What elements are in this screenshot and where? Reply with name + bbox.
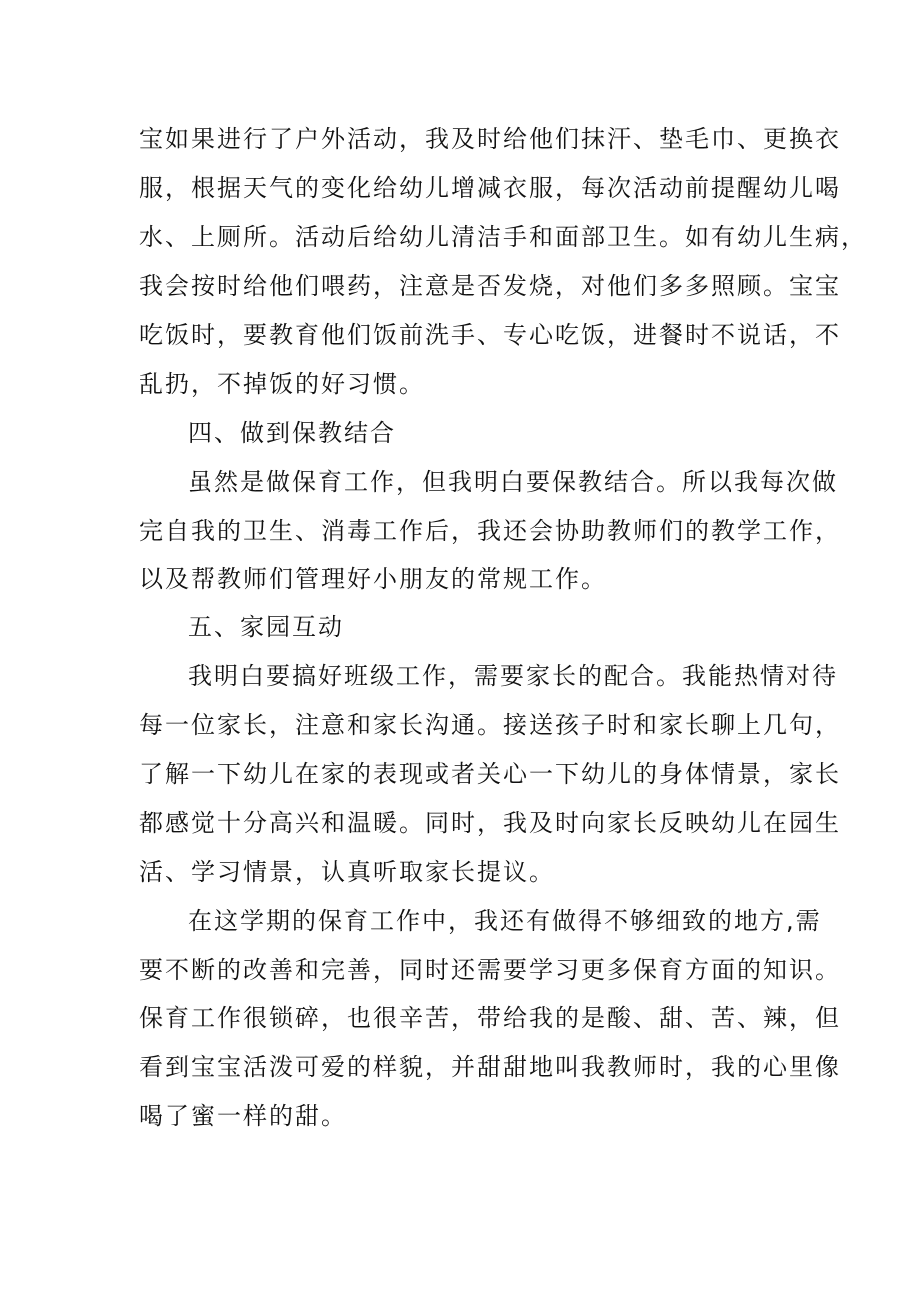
paragraph-line: 都感觉十分高兴和温暖。同时，我及时向家长反映幼儿在园生 [139, 809, 841, 837]
paragraph-line: 了解一下幼儿在家的表现或者关心一下幼儿的身体情景，家长 [139, 760, 841, 788]
paragraph-line: 保育工作很锁碎，也很辛苦，带给我的是酸、甜、苦、辣，但 [139, 1004, 841, 1032]
paragraph-line: 以及帮教师们管理好小朋友的常规工作。 [139, 565, 607, 593]
paragraph-line: 在这学期的保育工作中，我还有做得不够细致的地方,需 [188, 907, 822, 935]
section-heading: 四、做到保教结合 [188, 419, 396, 447]
paragraph-line: 水、上厕所。活动后给幼儿清洁手和面部卫生。如有幼儿生病， [139, 223, 867, 251]
paragraph-line: 活、学习情景，认真听取家长提议。 [139, 858, 555, 886]
paragraph-line: 我明白要搞好班级工作，需要家长的配合。我能热情对待 [188, 662, 838, 690]
section-heading: 五、家园互动 [188, 613, 344, 641]
paragraph-line: 每一位家长，注意和家长沟通。接送孩子时和家长聊上几句， [139, 711, 841, 739]
paragraph-line: 虽然是做保育工作，但我明白要保教结合。所以我每次做 [188, 468, 838, 496]
paragraph-line: 我会按时给他们喂药，注意是否发烧，对他们多多照顾。宝宝 [139, 272, 841, 300]
paragraph-line: 乱扔，不掉饭的好习惯。 [139, 370, 425, 398]
paragraph-line: 服，根据天气的变化给幼儿增减衣服，每次活动前提醒幼儿喝 [139, 174, 841, 202]
paragraph-line: 看到宝宝活泼可爱的样貌，并甜甜地叫我教师时，我的心里像 [139, 1053, 841, 1081]
paragraph-line: 喝了蜜一样的甜。 [139, 1102, 347, 1130]
paragraph-line: 完自我的卫生、消毒工作后，我还会协助教师们的教学工作， [139, 517, 841, 545]
paragraph-line: 宝如果进行了户外活动，我及时给他们抹汗、垫毛巾、更换衣 [139, 125, 841, 153]
paragraph-line: 要不断的改善和完善，同时还需要学习更多保育方面的知识。 [139, 956, 841, 984]
paragraph-line: 吃饭时，要教育他们饭前洗手、专心吃饭，进餐时不说话，不 [139, 321, 841, 349]
